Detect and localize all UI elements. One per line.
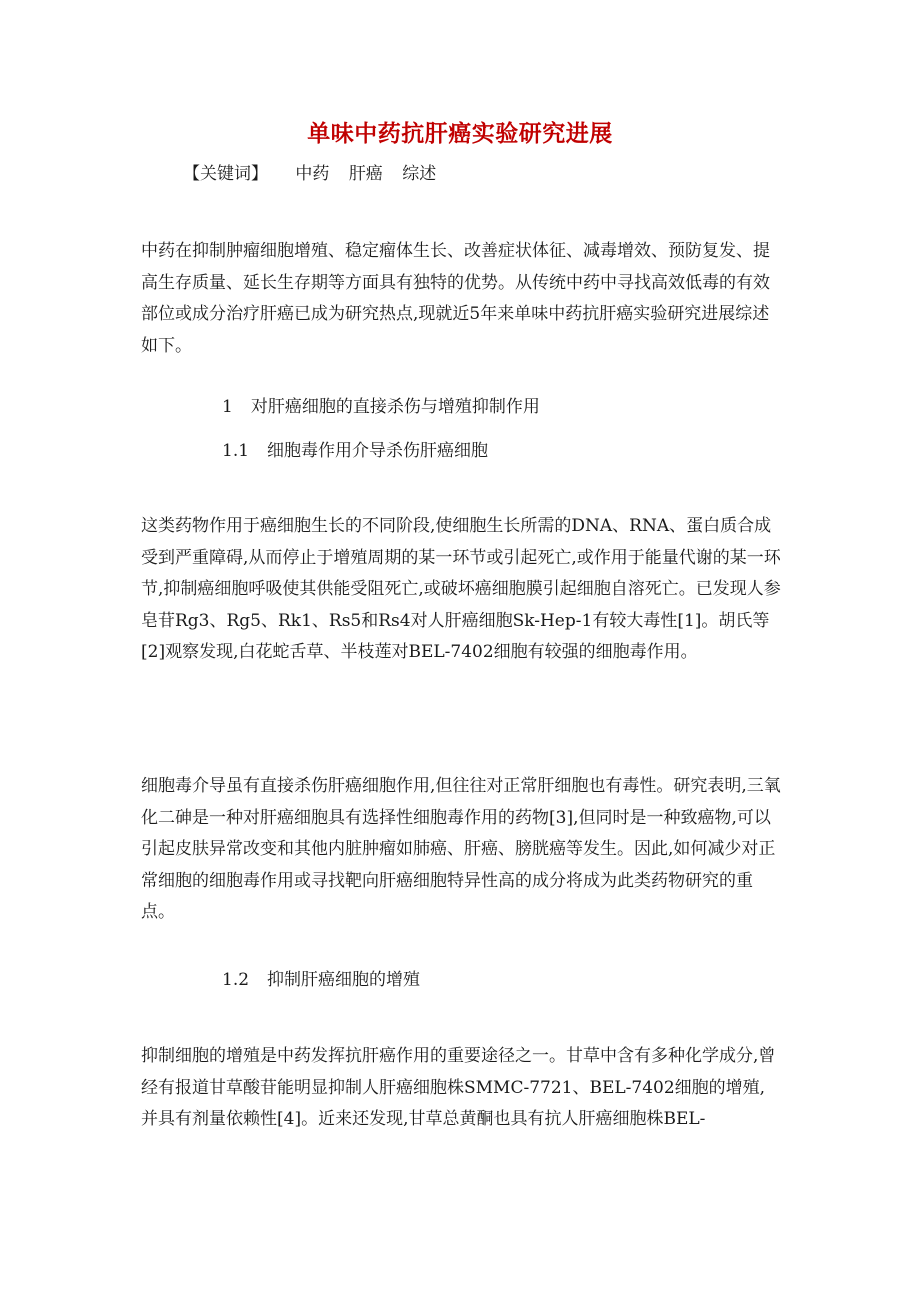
keyword-item: 中药 [295,164,330,184]
section-heading-1 [222,393,540,421]
body-paragraph: 这类药物作用于癌细胞生长的不同阶段,使细胞生长所需的DNA、RNA、蛋白质合成受到严重障碍,从而停止于增殖周期的某一环节或引起死亡,或作用于能量代谢的某一环节,抑制癌细胞呼吸使其供能受阻死亡,或破坏癌细胞膜引起细胞自溶死亡。已发现人参皂苷Rg3、Rg5、Rk1、Rs5和Rs4对人肝癌细胞Sk-Hep-1有较大毒性[1]。胡氏等[2]观察发现,白花蛇舌草、半枝莲对BEL-7402细胞有较强的细胞毒作用。 [141,516,781,663]
section-heading-1-1 [222,437,488,465]
keyword-item: 综述 [402,164,437,184]
section-number: 1 [222,397,233,417]
section-number: 1.1 [222,441,250,461]
section-heading-1-2 [222,966,420,994]
document-title: 单味中药抗肝癌实验研究进展 [307,121,613,147]
keyword-item: 肝癌 [348,164,383,184]
keywords-line [183,160,450,188]
body-paragraph: 细胞毒介导虽有直接杀伤肝癌细胞作用,但往往对正常肝细胞也有毒性。研究表明,三氧化二砷是一种对肝癌细胞具有选择性细胞毒作用的药物[3],但同时是一种致癌物,可以引起皮肤异常改变和其他内脏肿瘤如肺癌、肝癌、膀胱癌等发生。因此,如何减少对正常细胞的细胞毒作用或寻找靶向肝癌细胞特异性高的成分将成为此类药物研究的重点。 [141,776,781,923]
keywords-label: 【关键词】 [183,164,268,184]
section-title: 对肝癌细胞的直接杀伤与增殖抑制作用 [250,397,540,417]
section-number: 1.2 [222,970,250,990]
body-paragraph: 抑制细胞的增殖是中药发挥抗肝癌作用的重要途径之一。甘草中含有多种化学成分,曾经有报道甘草酸苷能明显抑制人肝癌细胞株SMMC-7721、BEL-7402细胞的增殖,并具有剂量依赖性[4]。近来还发现,甘草总黄酮也具有抗人肝癌细胞株BEL- [141,1046,776,1130]
intro-paragraph: 中药在抑制肿瘤细胞增殖、稳定瘤体生长、改善症状体征、减毒增效、预防复发、提高生存质量、延长生存期等方面具有独特的优势。从传统中药中寻找高效低毒的有效部位或成分治疗肝癌已成为研究热点,现就近5年来单味中药抗肝癌实验研究进展综述如下。 [141,241,770,356]
section-title: 细胞毒作用介导杀伤肝癌细胞 [267,441,489,461]
section-title: 抑制肝癌细胞的增殖 [267,970,421,990]
